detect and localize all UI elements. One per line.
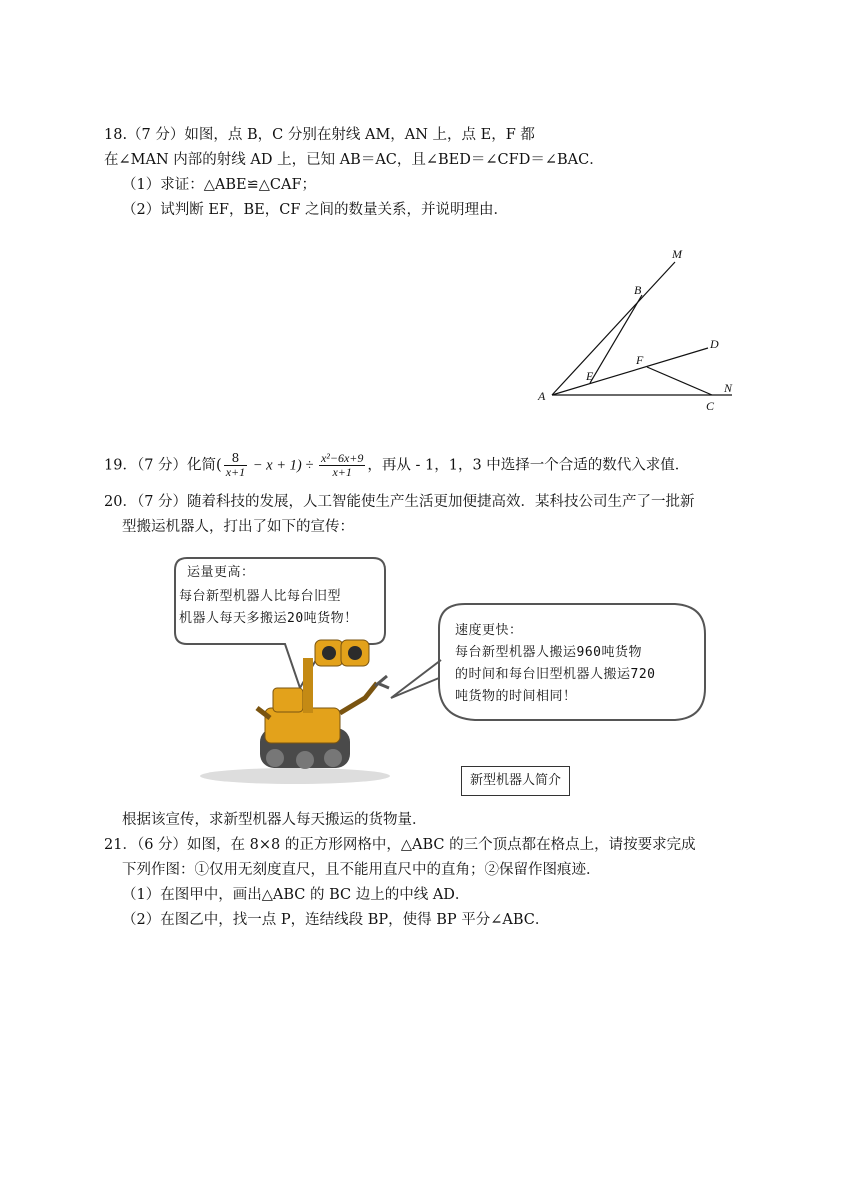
label-f: F bbox=[636, 353, 644, 367]
bubble-left-line1: 每台新型机器人比每台旧型 bbox=[179, 589, 342, 604]
label-n: N bbox=[724, 381, 733, 395]
q21-line2: 下列作图：①仅用无刻度直尺，且不能用直尺中的直角；②保留作图痕迹． bbox=[122, 862, 601, 878]
label-c: C bbox=[706, 399, 715, 413]
q19-frac1-denominator: x+1 bbox=[225, 465, 246, 479]
ray-am bbox=[552, 262, 675, 395]
bubble-right-title: 速度更快： bbox=[455, 623, 523, 638]
bubble-left-title: 运量更高： bbox=[187, 565, 255, 580]
q20-question: 根据该宣传，求新型机器人每天搬运的货物量． bbox=[122, 812, 427, 828]
label-b: B bbox=[634, 283, 642, 297]
label-a: A bbox=[538, 389, 546, 403]
q20-line1: 20．（7 分）随着科技的发展，人工智能使生产生活更加便捷高效．某科技公司生产了一批新 bbox=[104, 494, 695, 510]
q18-line2: 在∠MAN 内部的射线 AD 上，已知 AB＝AC，且∠BED＝∠CFD＝∠BAC． bbox=[104, 152, 604, 168]
ray-ad bbox=[552, 348, 708, 395]
q19-fraction-2 bbox=[319, 452, 365, 479]
robot-caption-box: 新型机器人简介 bbox=[461, 766, 570, 796]
q21-part1: （1）在图甲中，画出△ABC 的 BC 边上的中线 AD． bbox=[122, 887, 470, 903]
q19-frac2-denominator: x+1 bbox=[332, 465, 352, 479]
bubble-right-line3: 吨货物的时间相同！ bbox=[455, 689, 577, 704]
q19-fraction-1 bbox=[224, 452, 247, 479]
q20-line2: 型搬运机器人，打出了如下的宣传： bbox=[122, 519, 354, 535]
q19-suffix: ，再从 - 1，1，3 中选择一个合适的数代入求值． bbox=[367, 457, 690, 474]
q21-part2: （2）在图乙中，找一点 P，连结线段 BP，使得 BP 平分∠ABC． bbox=[122, 912, 550, 928]
q18-geometry-figure bbox=[530, 240, 750, 415]
q19-line bbox=[104, 452, 689, 479]
label-e: E bbox=[586, 369, 594, 383]
q19-frac2-numerator: x²−6x+9 bbox=[320, 451, 364, 465]
bubble-left-line2: 机器人每天多搬运20吨货物！ bbox=[179, 611, 358, 626]
q18-part1: （1）求证：△ABE≌△CAF； bbox=[122, 177, 317, 193]
q19-mid: − x + 1) ÷ bbox=[249, 457, 317, 474]
q19-frac1-numerator: 8 bbox=[224, 452, 247, 466]
segment-fc bbox=[647, 367, 712, 395]
q18-part2: （2）试判断 EF，BE，CF 之间的数量关系，并说明理由． bbox=[122, 202, 508, 218]
q21-line1: 21．（6 分）如图，在 8×8 的正方形网格中，△ABC 的三个顶点都在格点上，请按要求完成 bbox=[104, 837, 696, 853]
q19-prefix: 19．（7 分）化简( bbox=[104, 457, 222, 474]
label-m: M bbox=[672, 247, 682, 261]
q18-line1: 18.（7 分）如图，点 B，C 分别在射线 AM，AN 上，点 E，F 都 bbox=[104, 127, 535, 143]
bubble-right-line1: 每台新型机器人搬运960吨货物 bbox=[455, 645, 642, 660]
bubble-right-line2: 的时间和每台旧型机器人搬运720 bbox=[455, 667, 656, 682]
label-d: D bbox=[710, 337, 719, 351]
